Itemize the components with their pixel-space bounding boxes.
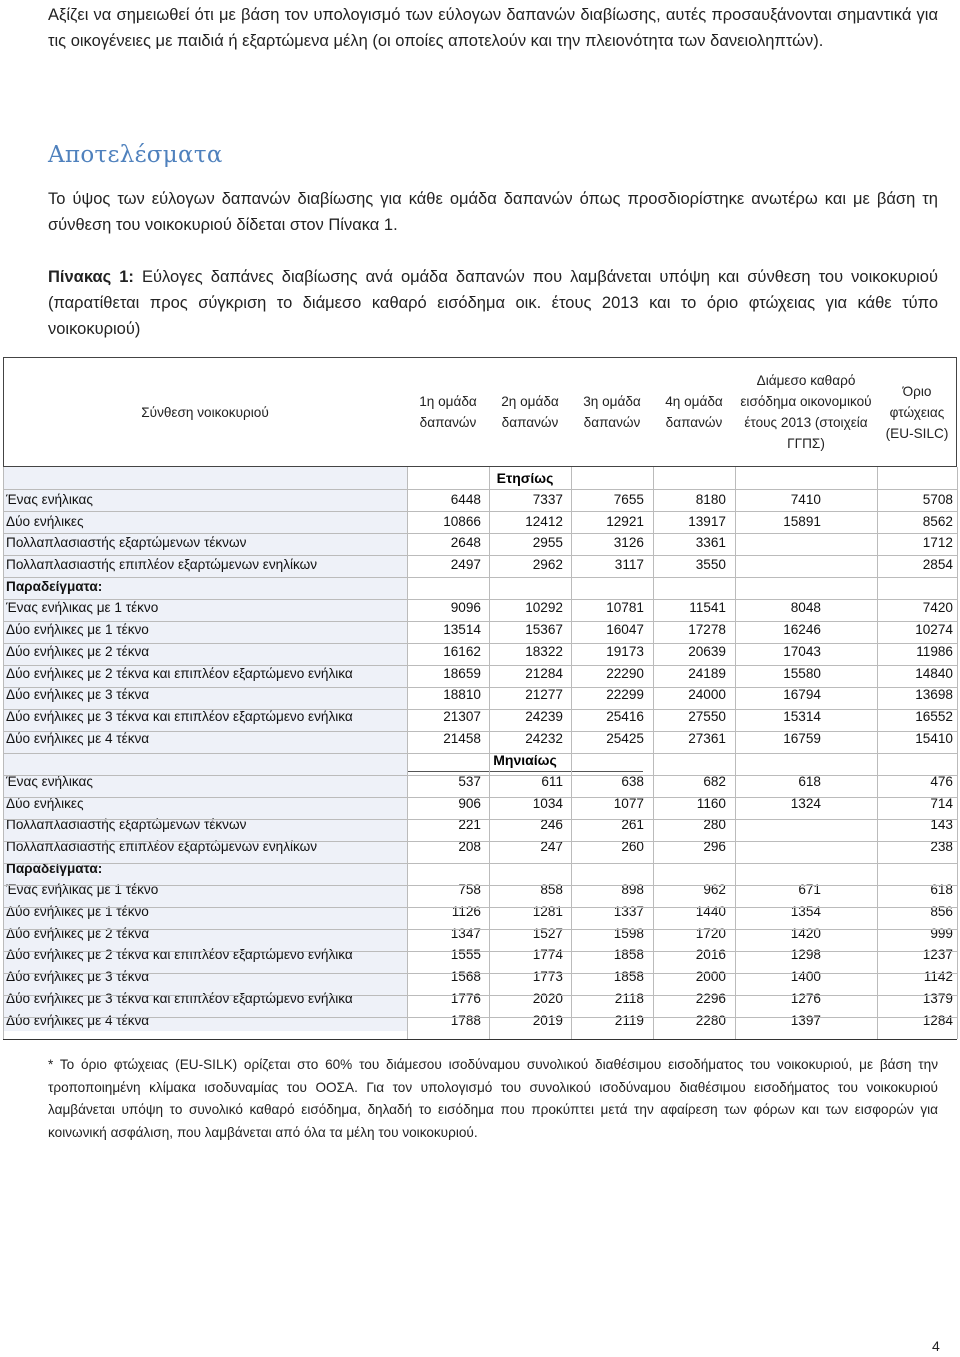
value-cell [751,814,821,836]
column-divider [489,467,490,1039]
table-row [3,836,957,858]
row-label: Δύο ενήλικες με 3 τέκνα [6,687,150,703]
value-cell: 3117 [614,557,644,573]
value-cell: 1720 [695,925,726,941]
table-row [3,901,957,923]
value-cell: 7420 [922,600,953,616]
row-divider [3,951,957,952]
value-cell: 1568 [450,969,481,985]
value-cell: 10781 [606,600,644,616]
examples-subheading-row [3,857,957,879]
table-row [3,619,957,641]
value-cell: 2119 [614,1012,644,1028]
row-divider [3,709,957,710]
value-cell [751,554,821,576]
value-cell: 12412 [525,513,563,529]
label-band [3,467,407,489]
header-group-3: 3η ομάδα δαπανών [583,394,641,430]
examples-subheading-row [3,575,957,597]
value-cell: 3361 [695,535,726,551]
value-cell: 221 [458,817,481,833]
expenses-table [3,357,957,1031]
value-cell: 1298 [790,947,821,963]
value-cell: 1379 [922,990,953,1006]
value-cell [493,575,563,597]
column-divider [3,467,4,1039]
row-label: Ένας ενήλικας με 1 τέκνο [6,600,159,616]
value-cell: 22290 [606,665,644,681]
value-cell: 11986 [916,643,953,659]
value-cell: 1773 [532,969,563,985]
header-group-4: 4η ομάδα δαπανών [665,394,723,430]
value-cell: 15367 [525,622,563,638]
value-cell: 14840 [915,665,953,681]
table-header [3,357,957,467]
value-cell: 1858 [613,969,644,985]
row-divider [3,973,957,974]
table-bottom-border [3,1039,957,1040]
value-cell: 758 [458,882,481,898]
value-cell: 10274 [915,622,953,638]
value-cell: 1324 [790,795,821,811]
value-cell: 247 [540,839,563,855]
value-cell: 1858 [613,947,644,963]
value-cell: 1712 [922,535,953,551]
row-divider [3,797,957,798]
value-cell: 2955 [532,535,563,551]
value-cell: 12921 [606,513,644,529]
row-divider [3,731,957,732]
row-divider [3,621,957,622]
row-label: Δύο ενήλικες με 3 τέκνα και επιπλέον εξαρτώμενο ενήλικα [6,990,353,1006]
table-row [3,554,957,576]
row-divider [3,907,957,908]
value-cell: 3126 [613,535,644,551]
row-label: Δύο ενήλικες με 2 τέκνα [6,643,150,659]
value-cell: 1126 [451,904,481,920]
row-label: Δύο ενήλικες με 3 τέκνα και επιπλέον εξαρτώμενο ενήλικα [6,708,353,724]
value-cell: 16759 [783,730,821,746]
value-cell: 1142 [923,969,953,985]
row-label: Ένας ενήλικας [6,492,93,508]
row-divider [3,863,957,864]
value-cell: 1774 [532,947,563,963]
value-cell: 1281 [532,904,563,920]
results-paragraph: Το ύψος των εύλογων δαπανών διαβίωσης για κάθε ομάδα δαπανών όπως προσδιορίστηκε ανωτέρω και με βάση τη σύνθεση του νοικοκυριού δίδεται στον Πίνακα 1. [48,190,938,234]
value-cell: 13698 [915,687,953,703]
table-row [3,532,957,554]
row-divider [3,599,957,600]
row-label: Δύο ενήλικες με 2 τέκνα και επιπλέον εξαρτώμενο ενήλικα [6,665,353,681]
value-cell: 143 [930,817,953,833]
header-median-income: Διάμεσο καθαρό εισόδημα οικονομικού έτους 2013 (στοιχεία ΓΓΠΣ) [740,373,872,451]
row-label: Ένας ενήλικας [6,773,93,789]
row-label: Παραδείγματα: [6,860,103,876]
value-cell: 1440 [695,904,726,920]
row-divider [3,511,957,512]
value-cell: 1354 [790,904,821,920]
value-cell: 24000 [688,687,726,703]
value-cell: 17278 [688,622,726,638]
row-label: Δύο ενήλικες [6,795,84,811]
value-cell: 5708 [922,492,953,508]
column-divider [407,467,408,1039]
value-cell: 15580 [783,665,821,681]
value-cell: 25416 [606,708,644,724]
row-divider [3,533,957,534]
value-cell: 18659 [443,665,481,681]
row-divider [3,577,957,578]
section-heading: Αποτελέσματα [48,142,223,168]
value-cell: 24239 [525,708,563,724]
value-cell: 898 [621,882,644,898]
value-cell: 16552 [915,708,953,724]
value-cell: 13514 [443,622,481,638]
value-cell: 1776 [450,990,481,1006]
value-cell [411,575,481,597]
table-row [3,988,957,1010]
value-cell: 7410 [790,492,821,508]
value-cell: 7655 [613,492,644,508]
value-cell: 2497 [450,557,481,573]
value-cell: 8562 [922,513,953,529]
value-cell: 1400 [790,969,821,985]
value-cell: 238 [930,839,953,855]
value-cell: 2118 [614,990,644,1006]
value-cell [574,575,644,597]
value-cell: 21284 [525,665,563,681]
header-group-2: 2η ομάδα δαπανών [501,394,559,430]
header-poverty-line: Όριο φτώχειας (EU-SILC) [885,383,949,441]
value-cell: 1077 [613,795,644,811]
row-divider [3,687,957,688]
row-divider [3,819,957,820]
row-divider [3,995,957,996]
value-cell [883,575,953,597]
header-household: Σύνθεση νοικοκυριού [141,404,269,420]
value-cell: 19173 [606,643,644,659]
row-divider [3,841,957,842]
row-divider [3,665,957,666]
value-cell: 1337 [613,904,644,920]
row-label: Δύο ενήλικες με 4 τέκνα [6,730,150,746]
value-cell: 618 [930,882,953,898]
value-cell: 2020 [532,990,563,1006]
value-cell: 1034 [532,795,563,811]
value-cell: 24232 [525,730,563,746]
value-cell: 618 [798,773,821,789]
column-divider [735,467,736,1039]
value-cell: 2000 [695,969,726,985]
table-row [3,879,957,901]
value-cell: 261 [621,817,644,833]
value-cell: 2648 [450,535,481,551]
table-caption-label: Πίνακας 1: [48,268,134,286]
row-label: Δύο ενήλικες με 4 τέκνα [6,1012,150,1028]
value-cell: 1555 [450,947,481,963]
value-cell: 2019 [532,1012,563,1028]
value-cell: 21277 [525,687,563,703]
row-label: Δύο ενήλικες με 1 τέκνο [6,622,149,638]
value-cell: 611 [541,773,563,789]
row-divider [3,775,957,776]
value-cell: 1397 [790,1012,821,1028]
value-cell: 9096 [450,600,481,616]
value-cell: 18322 [525,643,563,659]
value-cell: 21307 [443,708,481,724]
value-cell [751,836,821,858]
value-cell: 2962 [532,557,563,573]
value-cell: 3550 [695,557,726,573]
value-cell: 27361 [688,730,726,746]
value-cell: 856 [930,904,953,920]
section-title: Ετησίως [407,467,643,490]
intro-paragraph: Αξίζει να σημειωθεί ότι με βάση τον υπολογισμό των εύλογων δαπανών διαβίωσης, αυτές προσαυξάνονται σημαντικά για τις οικογένειες με παιδιά ή εξαρτώμενα μέλη (οι οποίες αποτελούν και την πλειονότητα των δανειοληπτών). [48,6,938,50]
row-label: Ένας ενήλικας με 1 τέκνο [6,882,159,898]
value-cell: 638 [621,773,644,789]
value-cell: 10866 [443,513,481,529]
value-cell: 27550 [688,708,726,724]
table-caption [48,264,938,342]
section-row [3,467,957,489]
section-title: Μηνιαίως [407,749,643,772]
value-cell: 246 [540,817,563,833]
value-cell: 17043 [783,643,821,659]
value-cell: 1788 [450,1012,481,1028]
table-row [3,814,957,836]
row-divider [3,555,957,556]
table-row [3,944,957,966]
row-divider [3,753,957,754]
value-cell: 15410 [915,730,953,746]
value-cell: 858 [540,882,563,898]
value-cell [493,857,563,879]
row-divider [3,489,957,490]
value-cell: 2854 [922,557,953,573]
value-cell: 476 [930,773,953,789]
column-divider [877,467,878,1039]
value-cell: 671 [798,882,821,898]
value-cell: 24189 [688,665,726,681]
row-label: Πολλαπλασιαστής επιπλέον εξαρτώμενων ενηλίκων [6,839,318,855]
row-label: Δύο ενήλικες [6,513,84,529]
row-label: Παραδείγματα: [6,578,103,594]
table-row [3,922,957,944]
row-label: Δύο ενήλικες με 2 τέκνα και επιπλέον εξαρτώμενο ενήλικα [6,947,353,963]
value-cell: 6448 [450,492,481,508]
value-cell: 16794 [783,687,821,703]
value-cell [751,857,821,879]
value-cell: 15891 [783,513,821,529]
row-label: Πολλαπλασιαστής επιπλέον εξαρτώμενων ενηλίκων [6,557,318,573]
value-cell [883,857,953,879]
value-cell: 16246 [783,622,821,638]
row-label: Πολλαπλασιαστής εξαρτώμενων τέκνων [6,817,247,833]
value-cell: 962 [703,882,726,898]
table-row [3,966,957,988]
column-divider [571,467,572,1039]
row-label: Δύο ενήλικες με 1 τέκνο [6,904,149,920]
value-cell: 25425 [606,730,644,746]
value-cell: 2280 [695,1012,726,1028]
row-label: Δύο ενήλικες με 3 τέκνα [6,969,150,985]
value-cell: 537 [458,773,481,789]
row-divider [3,643,957,644]
value-cell: 1347 [450,925,481,941]
value-cell: 1598 [613,925,644,941]
column-divider [957,467,958,1039]
table-row [3,792,957,814]
value-cell: 1284 [922,1012,953,1028]
value-cell: 11541 [689,600,726,616]
value-cell: 21458 [443,730,481,746]
value-cell: 2016 [695,947,726,963]
value-cell: 15314 [783,708,821,724]
value-cell: 20639 [688,643,726,659]
value-cell [751,575,821,597]
table-row [3,597,957,619]
table-row [3,1009,957,1031]
row-label: Πολλαπλασιαστής εξαρτώμενων τέκνων [6,535,247,551]
value-cell: 16047 [606,622,644,638]
column-divider [653,467,654,1039]
value-cell: 8180 [695,492,726,508]
value-cell: 906 [458,795,481,811]
value-cell: 682 [703,773,726,789]
value-cell: 18810 [443,687,481,703]
table-row [3,771,957,793]
value-cell: 714 [930,795,953,811]
value-cell: 10292 [525,600,563,616]
value-cell [411,857,481,879]
table-row [3,510,957,532]
value-cell: 1527 [532,925,563,941]
header-group-1: 1η ομάδα δαπανών [419,394,477,430]
value-cell [656,857,726,879]
row-label: Δύο ενήλικες με 2 τέκνα [6,925,150,941]
value-cell: 2296 [695,990,726,1006]
value-cell: 208 [458,839,481,855]
value-cell [656,575,726,597]
value-cell: 1237 [922,947,953,963]
value-cell: 7337 [532,492,563,508]
value-cell: 260 [621,839,644,855]
value-cell: 1160 [696,795,726,811]
value-cell [751,532,821,554]
value-cell [574,857,644,879]
row-divider [3,885,957,886]
page-number: 4 [932,1338,940,1354]
value-cell: 1276 [790,990,821,1006]
value-cell: 280 [703,817,726,833]
value-cell: 13917 [688,513,726,529]
value-cell: 999 [930,925,953,941]
value-cell: 22299 [606,687,644,703]
table-row [3,489,957,511]
value-cell: 8048 [790,600,821,616]
value-cell: 16162 [443,643,481,659]
row-divider [3,1017,957,1018]
table-caption-text: Εύλογες δαπάνες διαβίωσης ανά ομάδα δαπανών που λαμβάνεται υπόψη και σύνθεση του νοικοκυριού (παρατίθεται προς σύγκριση το διάμεσο καθαρό εισόδημα οικ. έτους 2013 και το όριο φτώχειας για κάθε τύπο νοικοκυριού) [48,268,938,338]
value-cell: 1420 [790,925,821,941]
value-cell: 296 [703,839,726,855]
table-body [3,467,957,1031]
row-divider [3,929,957,930]
footnote: * Το όριο φτώχειας (EU-SILK) ορίζεται στο 60% του διάμεσου ισοδύναμου συνολικού διαθέσιμου εισοδήματος του νοικοκυριού, με βάση την τροποποιημένη κλίμακα ισοδυναμίας του ΟΟΣΑ. Για τον υπολογισμό του συνολικού ισοδύναμου διαθέσιμου εισοδήματος του νοικοκυριού λαμβάνεται υπόψη το συνολικό καθαρό εισόδημα, δηλαδή το εισόδημα που προκύπτει μετά την αφαίρεση των φόρων και των εισφορών για κοινωνική ασφάλιση, που λαμβάνεται από όλα τα μέλη του νοικοκυριού. [48,1057,938,1140]
